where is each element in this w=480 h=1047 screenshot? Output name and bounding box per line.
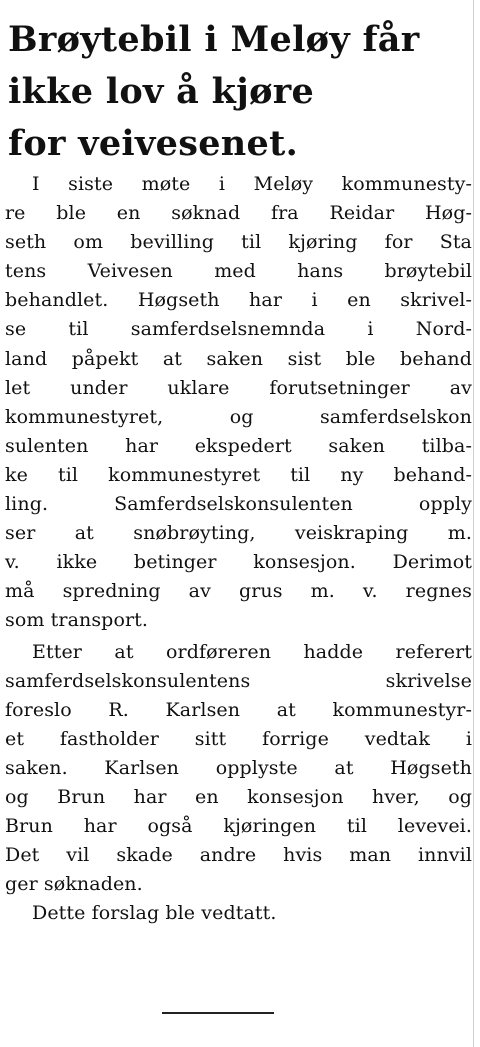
- text-line: Brun har også kjøringen til levevei.: [5, 815, 472, 838]
- text-line: behandlet. Høgseth har i en skrivel-: [5, 289, 472, 312]
- text-line: foreslo R. Karlsen at kommunestyr-: [5, 698, 472, 721]
- text-line: et fastholder sitt forrige vedtak i: [5, 727, 472, 750]
- text-line: Dette forslag ble vedtatt.: [32, 902, 277, 925]
- text-line: ling. Samferdselskonsulenten opply: [5, 493, 472, 516]
- text-line: ser at snøbrøyting, veiskraping m.: [5, 522, 472, 545]
- article-body: [0, 170, 472, 928]
- paragraph-3: [0, 899, 472, 928]
- paragraph-1: [0, 170, 472, 636]
- paragraph-2: [0, 638, 472, 900]
- text-line: Det vil skade andre hvis man innvil: [5, 844, 472, 867]
- text-line: må spredning av grus m. v. regnes: [5, 580, 472, 603]
- text-line: seth om bevilling til kjøring for Sta: [5, 231, 472, 254]
- text-line: re ble en søknad fra Reidar Høg-: [5, 202, 472, 225]
- text-line: Etter at ordføreren hadde referert: [32, 640, 472, 663]
- text-line: kommunestyret, og samferdselskon: [5, 405, 472, 428]
- text-line: ger søknaden.: [5, 873, 143, 896]
- headline-line: Brøytebil i Meløy får: [8, 19, 420, 60]
- headline-line: for veivesenet.: [8, 123, 299, 164]
- text-line: saken. Karlsen opplyste at Høgseth: [5, 756, 472, 779]
- text-line: sulenten har ekspedert saken tilba-: [5, 434, 472, 457]
- headline: [8, 14, 468, 170]
- text-line: I siste møte i Meløy kommunesty-: [32, 173, 472, 195]
- column-edge: [473, 0, 474, 1047]
- text-line: land påpekt at saken sist ble behand: [5, 347, 472, 370]
- text-line: samferdselskonsulentens skrivelse: [5, 669, 472, 692]
- text-line: tens Veivesen med hans brøytebil: [5, 260, 472, 283]
- end-rule: [162, 1012, 274, 1014]
- headline-line: ikke lov å kjøre: [8, 71, 315, 112]
- text-line: v. ikke betinger konsesjon. Derimot: [5, 551, 472, 574]
- text-line: se til samferdselsnemnda i Nord-: [5, 318, 472, 341]
- text-line: let under uklare forutsetninger av: [5, 376, 472, 399]
- text-line: ke til kommunestyret til ny behand-: [5, 463, 472, 486]
- text-line: som transport.: [5, 609, 149, 632]
- text-line: og Brun har en konsesjon hver, og: [5, 785, 472, 808]
